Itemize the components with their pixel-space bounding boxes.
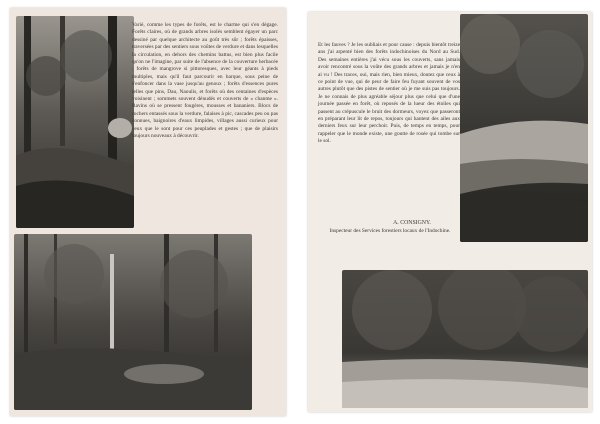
left-page xyxy=(10,8,286,416)
right-page-paragraph: Et les fauves ? Je les oubliais et pour cause : depuis bientôt treize ans j'ai arpenté bien des forêts indochinoises du Nord au Sud. Des semaines entières j'ai vécu sous les couverts, sans jamais avoir rencontré sous la voûte des grands arbres et jamais je n'en ai vu ! Des traces, oui, mais rien, bien mieux, doutez que ceux à ce point de vue, qui de peur de faire feu fuyant souvent de vos autres plutôt que des pistes de sentier où je me suis pas toujours. Je ne connais de plus agréable séjour plus que celui que d'une journée passée en forêt, où reposés de la lueur des étoiles qui passent au crépuscule le bruit des dormeurs, voyez que passeront en préparant leur lit de repos, toujours qui hantent des ailes aux derniers feux sur leur perchoir. Puis, de temps en temps, pour rappeler que le monde existe, une goutte de rosée qui tombe sur le sol. xyxy=(318,42,460,145)
river-photo-bottom-right xyxy=(342,270,588,408)
right-page xyxy=(308,12,592,412)
forest-photo-bottom-left xyxy=(14,234,252,410)
signature-role: Inspecteur des Services forestiers locaux de l'Indochine. xyxy=(329,228,451,234)
stream-photo-top-right xyxy=(460,14,588,242)
signature-name: A. CONSIGNY. xyxy=(393,220,431,226)
forest-photo-top-left xyxy=(16,16,134,228)
left-page-paragraph: Varié, comme les types de forêts, est le charme qui s'en dégage. Forêts claires, où de grands arbres isolés semblent égayer un parc dessiné par quelque architecte au goût très sûr ; forêts épaisses, traversées par des sentiers sous voûtes de verdure et dans lesquelles la circulation, en dehors des chemins battus, est bien plus facile qu'on ne l'imagine, par suite de l'absence de la couverture herbacée ; forêts de mangrove si pittoresques, avec leur géants à pieds multiples, mais qu'il faut parcourir en barque, sous peine de s'enfoncer dans la vase jusqu'au genoux ; forêts d'essences pures telles que pins, Dau, Naoulis, et forêts où des centaines d'espèces voisinent ; sommets souvent dénudés et couverts de « chanme ». Ravins où se pressent fougères, mousses et bananiers. Blocs de rochers entassés sous la verdure, falaises à pic, cascades peu ou pas connues, baignoires d'eaux limpides, villages aussi curieux pour ceux que le sont pour ces peuplades et gestes ; que de plaisirs toujours nouveaux à découvrir. xyxy=(132,22,278,140)
